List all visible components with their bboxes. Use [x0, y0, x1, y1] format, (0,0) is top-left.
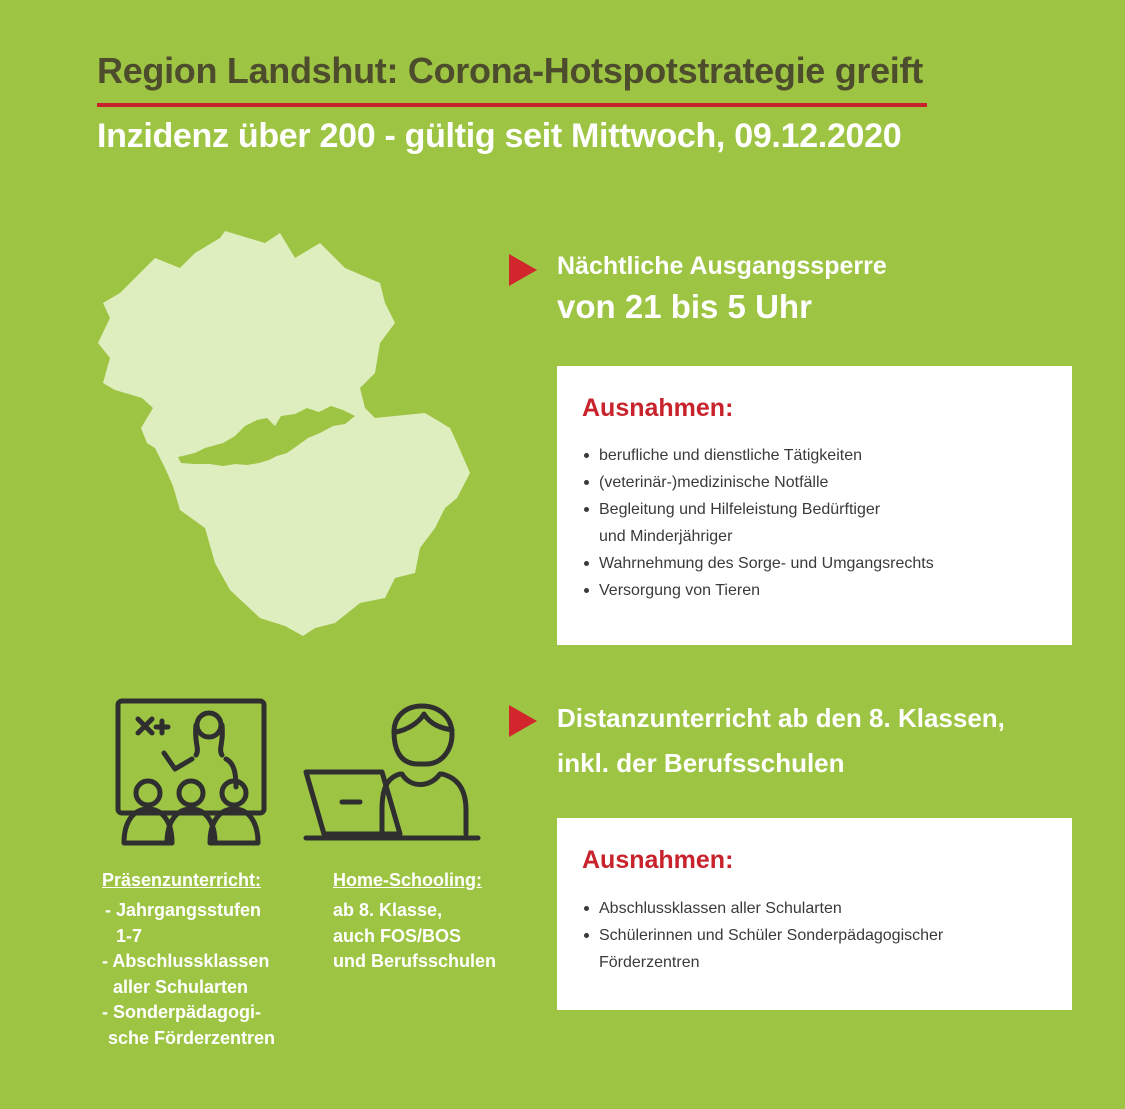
- curfew-exceptions-title: Ausnahmen:: [582, 394, 734, 422]
- school-exceptions-title: Ausnahmen:: [582, 846, 734, 874]
- school-heading-line1: Distanzunterricht ab den 8. Klassen,: [557, 703, 1005, 733]
- school-exceptions-list: [582, 895, 943, 976]
- homeschool-line: und Berufsschulen: [333, 951, 497, 971]
- school-exceptions-box: [557, 818, 1072, 1010]
- curfew-heading-line2: von 21 bis 5 Uhr: [557, 288, 812, 325]
- presence-line: - Abschlussklassen: [102, 951, 270, 971]
- list-item-continuation: Förderzentren: [599, 954, 700, 971]
- list-item: (veterinär-)medizinische Notfälle: [582, 469, 934, 496]
- list-item-continuation: und Minderjähriger: [599, 528, 733, 545]
- homeschool-list: [333, 898, 496, 975]
- presence-list: [102, 898, 275, 1051]
- title-underline: [97, 103, 927, 107]
- curfew-exceptions-box: [557, 366, 1072, 645]
- curfew-exceptions-list: [582, 442, 934, 604]
- region-map: [95, 228, 475, 648]
- page-subtitle: Inzidenz über 200 - gültig seit Mittwoch, 09.12.2020: [97, 117, 902, 155]
- list-item: Wahrnehmung des Sorge- und Umgangsrechts: [582, 550, 934, 577]
- page-title: Region Landshut: Corona-Hotspotstrategie greift: [97, 50, 923, 91]
- presence-line: - Jahrgangsstufen: [105, 900, 262, 920]
- list-item: Abschlussklassen aller Schularten: [582, 895, 943, 922]
- list-item: Versorgung von Tieren: [582, 577, 934, 604]
- presence-line: aller Schularten: [113, 976, 249, 997]
- list-item: Schülerinnen und Schüler Sonderpädagogischer: [582, 922, 943, 949]
- homeschool-line: ab 8. Klasse,: [333, 900, 443, 920]
- play-arrow-icon: [509, 254, 537, 286]
- list-item: berufliche und dienstliche Tätigkeiten: [582, 442, 934, 469]
- presence-line: 1-7: [116, 925, 143, 946]
- school-heading-line2: inkl. der Berufsschulen: [557, 748, 845, 778]
- presence-line: - Sonderpädagogi-: [102, 1002, 261, 1022]
- presence-line: sche Förderzentren: [108, 1027, 276, 1048]
- list-item: Begleitung und Hilfeleistung Bedürftiger: [582, 496, 934, 523]
- laptop-student-icon: [302, 702, 487, 844]
- homeschool-line: auch FOS/BOS: [333, 925, 462, 946]
- homeschool-heading: Home-Schooling:: [333, 870, 482, 890]
- classroom-teacher-icon: [112, 697, 270, 847]
- play-arrow-icon: [509, 705, 537, 737]
- curfew-heading-line1: Nächtliche Ausgangssperre: [557, 252, 887, 280]
- presence-heading: Präsenzunterricht:: [102, 870, 262, 890]
